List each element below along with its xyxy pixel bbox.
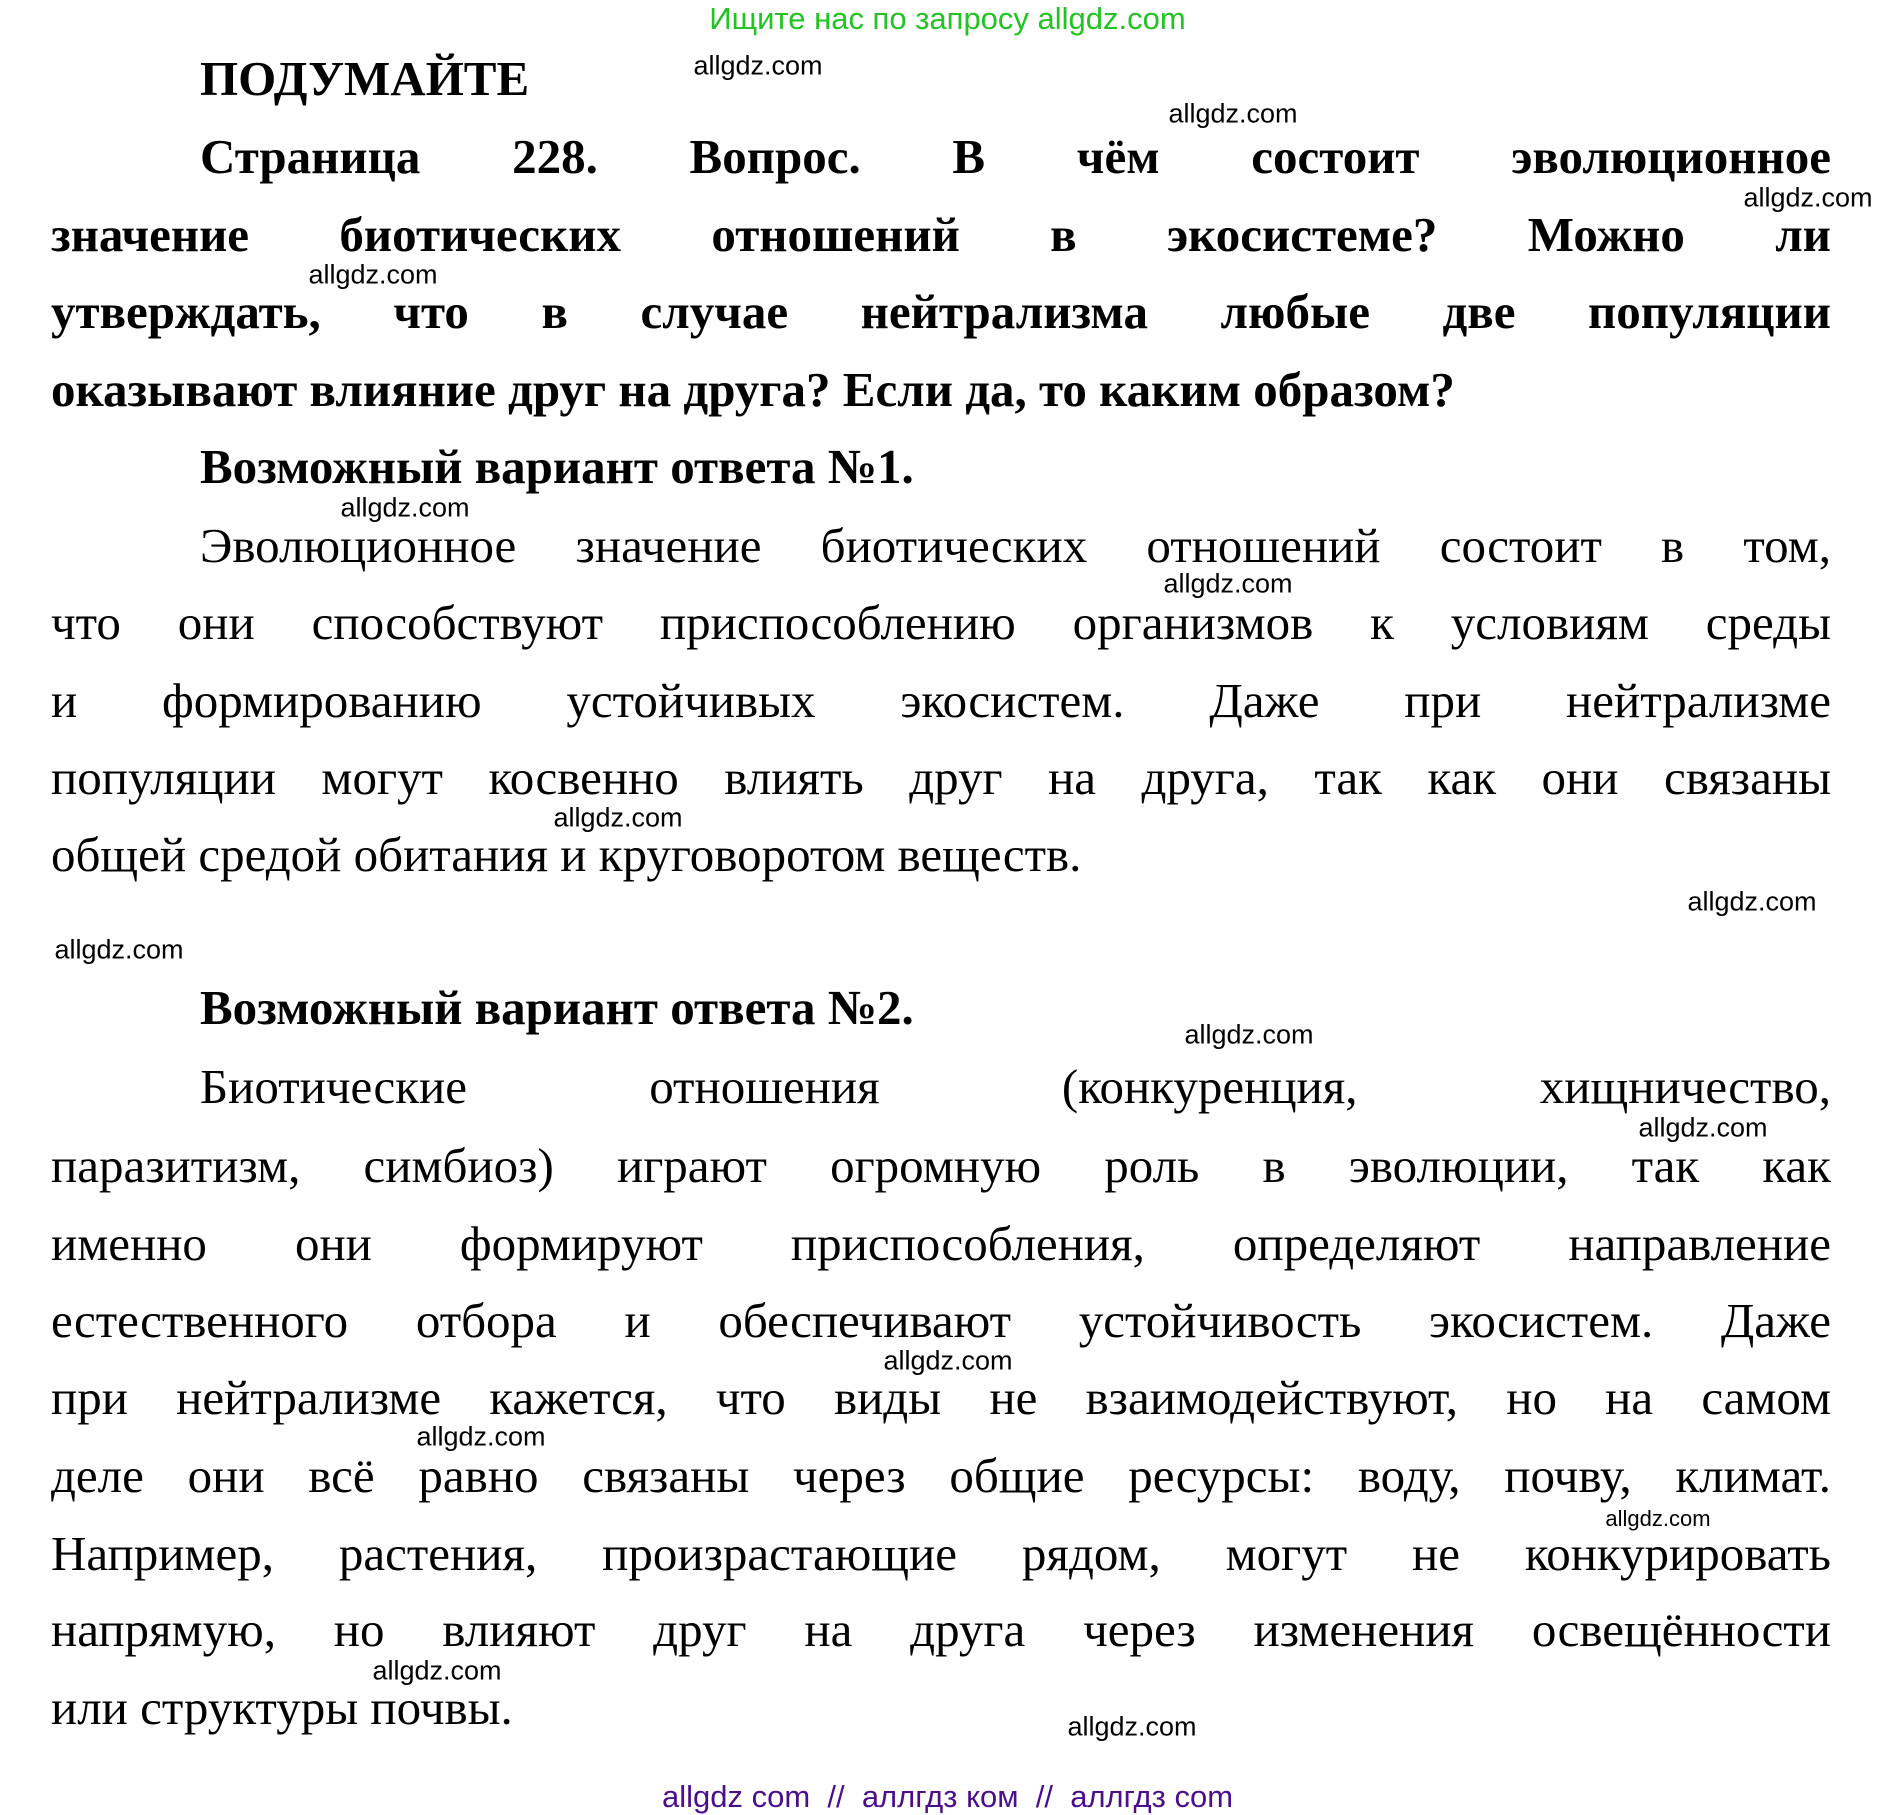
answer2-line: или структуры почвы. — [51, 1680, 513, 1735]
watermark: allgdz.com — [1168, 98, 1298, 129]
section-title: ПОДУМАЙТЕ — [200, 51, 530, 106]
answer2-heading: Возможный вариант ответа №2. — [200, 980, 914, 1035]
answer2-line: при нейтрализме кажется, что виды не взаимодействуют, но на самом — [51, 1370, 1831, 1425]
answer2-line: естественного отбора и обеспечивают устойчивость экосистем. Даже — [51, 1293, 1831, 1348]
question-line: оказывают влияние друг на друга? Если да, то каким образом? — [51, 362, 1455, 417]
watermark: allgdz.com — [416, 1421, 546, 1452]
watermark: allgdz.com — [1067, 1711, 1197, 1742]
watermark: allgdz.com — [1638, 1112, 1768, 1143]
watermark: allgdz.com — [308, 259, 438, 290]
top-banner: Ищите нас по запросу allgdz.com — [709, 1, 1186, 36]
answer2-line: напрямую, но влияют друг на друга через изменения освещённости — [51, 1602, 1831, 1657]
watermark: allgdz.com — [1605, 1506, 1711, 1531]
answer1-line: и формированию устойчивых экосистем. Даже при нейтрализме — [51, 673, 1831, 728]
answer2-line: Биотические отношения (конкуренция, хищничество, — [200, 1059, 1831, 1114]
watermark: allgdz.com — [1687, 886, 1817, 917]
question-line: утверждать, что в случае нейтрализма любые две популяции — [51, 284, 1831, 339]
answer1-line: общей средой обитания и круговоротом веществ. — [51, 827, 1082, 882]
watermark: allgdz.com — [883, 1345, 1013, 1376]
watermark: allgdz.com — [693, 50, 823, 81]
question-line: значение биотических отношений в экосистеме? Можно ли — [51, 207, 1831, 262]
watermark: allgdz.com — [54, 934, 184, 965]
answer1-line: популяции могут косвенно влиять друг на друга, так как они связаны — [51, 750, 1831, 805]
question-line: Страница 228. Вопрос. В чём состоит эволюционное — [200, 129, 1831, 184]
footer-links: allgdz com // аллгдз ком // аллгдз com — [661, 1779, 1234, 1814]
answer2-line: именно они формируют приспособления, определяют направление — [51, 1216, 1831, 1271]
answer1-line: что они способствуют приспособлению организмов к условиям среды — [51, 595, 1831, 650]
watermark: allgdz.com — [553, 802, 683, 833]
watermark: allgdz.com — [1743, 182, 1873, 213]
answer1-line: Эволюционное значение биотических отношений состоит в том, — [200, 518, 1831, 573]
answer2-line: деле они всё равно связаны через общие ресурсы: воду, почву, климат. — [51, 1448, 1831, 1503]
watermark: allgdz.com — [1163, 568, 1293, 599]
watermark: allgdz.com — [372, 1655, 502, 1686]
watermark: allgdz.com — [340, 492, 470, 523]
answer1-heading: Возможный вариант ответа №1. — [200, 439, 914, 494]
answer2-line: паразитизм, симбиоз) играют огромную роль в эволюции, так как — [51, 1138, 1831, 1193]
watermark: allgdz.com — [1184, 1019, 1314, 1050]
answer2-line: Например, растения, произрастающие рядом, могут не конкурировать — [51, 1526, 1831, 1581]
